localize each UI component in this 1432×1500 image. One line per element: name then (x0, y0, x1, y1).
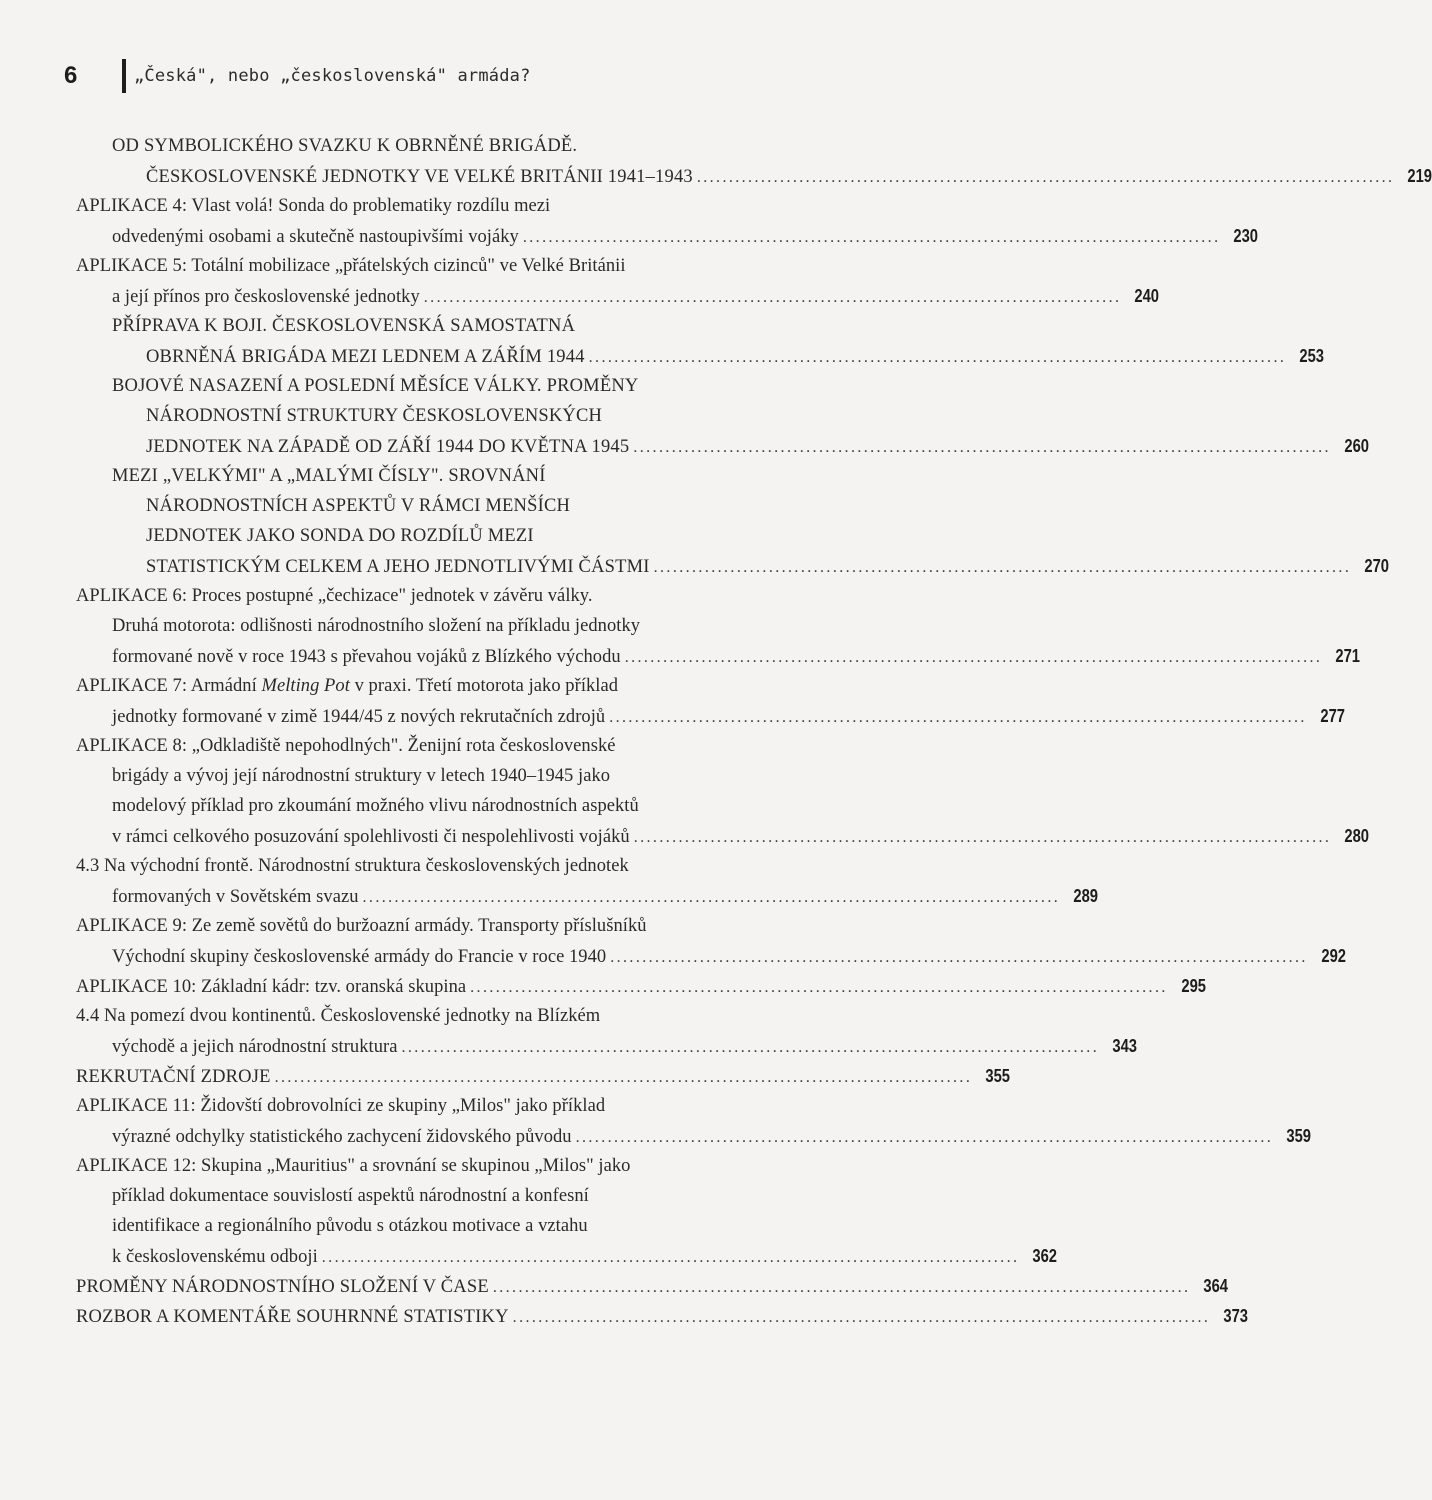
toc-entry-text: APLIKACE 4: Vlast volá! Sonda do problematiky rozdílu mezi (76, 196, 551, 216)
toc-page-number[interactable]: 280 (1344, 826, 1370, 846)
toc-entry (112, 881, 1099, 911)
toc-page-number[interactable]: 277 (1320, 706, 1345, 726)
toc-page-number[interactable]: 219 (1407, 166, 1432, 186)
toc-entry-text: APLIKACE 12: Skupina „Mauritius" a srovnání se skupinou „Milos" jako (76, 1156, 631, 1176)
toc-entry-text: Východní skupiny československé armády do Francie v roce 1940 (112, 947, 607, 967)
toc-entry (76, 191, 550, 221)
toc-entry (76, 1151, 630, 1181)
toc-entry (112, 221, 1259, 251)
toc-entry (76, 581, 593, 611)
toc-leader-dots: ............................................................................................................. (470, 979, 1168, 996)
toc-entry-text: JEDNOTEK NA ZÁPADĚ OD ZÁŘÍ 1944 DO KVĚTNA 1945 (146, 437, 630, 457)
toc-leader-dots: ............................................................................................................. (696, 169, 1395, 186)
toc-entry-text: jednotky formované v zimě 1944/45 z nových rekrutačních zdrojů (112, 707, 606, 727)
toc-entry (146, 401, 602, 431)
toc-entry (112, 461, 546, 491)
toc-entry (146, 491, 570, 521)
toc-leader-dots: ............................................................................................................. (362, 889, 1061, 906)
toc-entry-text: MEZI „VELKÝMI" A „MALÝMI ČÍSLY". SROVNÁNÍ (112, 466, 546, 486)
toc-entry-italic-text: Melting Pot (261, 676, 350, 696)
toc-entry (76, 1061, 1011, 1091)
toc-leader-dots: ............................................................................................................. (633, 829, 1332, 846)
toc-entry-text: PŘÍPRAVA K BOJI. ČESKOSLOVENSKÁ SAMOSTATNÁ (112, 316, 576, 336)
toc-entry-text: APLIKACE 11: Židovští dobrovolníci ze skupiny „Milos" jako příklad (76, 1096, 606, 1116)
toc-leader-dots: ............................................................................................................. (653, 559, 1352, 576)
header-divider-bar (122, 59, 126, 93)
toc-entry-text: k československému odboji (112, 1247, 318, 1267)
toc-entry (112, 1211, 588, 1241)
toc-entry (76, 851, 629, 881)
toc-entry-text: STATISTICKÝM CELKEM A JEHO JEDNOTLIVÝMI ČÁSTMI (146, 557, 650, 577)
toc-leader-dots: ............................................................................................................. (575, 1129, 1274, 1146)
toc-entry-text-continued: v praxi. Třetí motorota jako příklad (349, 676, 619, 696)
toc-page-number[interactable]: 343 (1112, 1036, 1138, 1056)
toc-entry-text: APLIKACE 7: Armádní (76, 676, 262, 696)
toc-entry-text: ROZBOR A KOMENTÁŘE SOUHRNNÉ STATISTIKY (76, 1307, 509, 1327)
toc-page-number[interactable]: 240 (1134, 286, 1160, 306)
toc-page-number[interactable]: 359 (1286, 1126, 1312, 1146)
toc-entry-text: NÁRODNOSTNÍCH ASPEKTŮ V RÁMCI MENŠÍCH (146, 496, 571, 516)
toc-entry (112, 1121, 1312, 1151)
toc-entry (146, 431, 1369, 461)
toc-entry-text: ČESKOSLOVENSKÉ JEDNOTKY VE VELKÉ BRITÁNII 1941–1943 (146, 167, 693, 187)
toc-entry-text: 4.3 Na východní frontě. Národnostní struktura československých jednotek (76, 856, 629, 876)
toc-entry-text: BOJOVÉ NASAZENÍ A POSLEDNÍ MĚSÍCE VÁLKY. PROMĚNY (112, 376, 639, 396)
toc-entry (112, 1241, 1058, 1271)
toc-entry (76, 731, 616, 761)
toc-entry (112, 761, 610, 791)
toc-entry (112, 281, 1160, 311)
toc-entry-text: NÁRODNOSTNÍ STRUKTURY ČESKOSLOVENSKÝCH (146, 406, 603, 426)
toc-entry-text: a její přínos pro československé jednotky (112, 287, 420, 307)
toc-entry (76, 971, 1206, 1001)
toc-page-number[interactable]: 253 (1299, 346, 1325, 366)
toc-entry-text: identifikace a regionálního původu s otázkou motivace a vztahu (112, 1216, 588, 1236)
toc-entry-text: výrazné odchylky statistického zachycení židovského původu (112, 1127, 572, 1147)
toc-leader-dots: ............................................................................................................. (512, 1309, 1211, 1326)
toc-entry-text: 4.4 Na pomezí dvou kontinentů. Československé jednotky na Blízkém (76, 1006, 601, 1026)
toc-page-number[interactable]: 270 (1364, 556, 1390, 576)
toc-entry-text: odvedenými osobami a skutečně nastoupivšími vojáky (112, 227, 519, 247)
toc-leader-dots: ............................................................................................................. (401, 1039, 1100, 1056)
toc-page-number[interactable]: 373 (1223, 1306, 1249, 1326)
toc-entry-text: APLIKACE 5: Totální mobilizace „přátelských cizinců" ve Velké Británii (76, 256, 626, 276)
toc-entry (112, 611, 640, 641)
toc-entry-text: formovaných v Sovětském svazu (112, 887, 359, 907)
toc-page-number[interactable]: 289 (1073, 886, 1099, 906)
toc-entry-text: příklad dokumentace souvislostí aspektů národnostní a konfesní (112, 1186, 589, 1206)
toc-leader-dots: ............................................................................................................. (492, 1279, 1191, 1296)
toc-entry (76, 671, 618, 701)
page-header (64, 58, 531, 94)
toc-entry-text: APLIKACE 9: Ze země sovětů do buržoazní armády. Transporty příslušníků (76, 916, 647, 936)
toc-entry-text: v rámci celkového posuzování spolehlivosti či nespolehlivosti vojáků (112, 827, 630, 847)
toc-entry (112, 791, 639, 821)
toc-page-number[interactable]: 271 (1335, 646, 1361, 666)
toc-leader-dots: ............................................................................................................. (423, 289, 1122, 306)
toc-page-number[interactable]: 260 (1344, 436, 1369, 456)
toc-entry-text: APLIKACE 8: „Odkladiště nepohodlných". Ženijní rota československé (76, 736, 616, 756)
toc-entry-text: OD SYMBOLICKÉHO SVAZKU K OBRNĚNÉ BRIGÁDĚ. (112, 136, 578, 156)
toc-entry (112, 1031, 1138, 1061)
toc-leader-dots: ............................................................................................................. (610, 949, 1308, 966)
toc-entry (112, 821, 1370, 851)
toc-entry (112, 641, 1361, 671)
toc-entry-text: PROMĚNY NÁRODNOSTNÍHO SLOŽENÍ V ČASE (76, 1277, 489, 1297)
toc-entry-text: formované nově v roce 1943 s převahou vojáků z Blízkého východu (112, 647, 621, 667)
toc-entry (112, 701, 1345, 731)
toc-entry-text: východě a jejich národnostní struktura (112, 1037, 398, 1057)
toc-page-number[interactable]: 362 (1032, 1246, 1058, 1266)
toc-entry-text: modelový příklad pro zkoumání možného vlivu národnostních aspektů (112, 796, 639, 816)
toc-entry-text: JEDNOTEK JAKO SONDA DO ROZDÍLŮ MEZI (146, 526, 534, 546)
toc-entry (76, 251, 626, 281)
toc-entry (146, 341, 1325, 371)
toc-entry-text: OBRNĚNÁ BRIGÁDA MEZI LEDNEM A ZÁŘÍM 1944 (146, 347, 585, 367)
toc-leader-dots: ............................................................................................................. (633, 439, 1331, 456)
toc-entry (76, 911, 647, 941)
toc-page-number[interactable]: 295 (1181, 976, 1206, 996)
toc-entry (76, 1091, 605, 1121)
toc-entry (76, 1301, 1249, 1331)
running-title: „Česká", nebo „československá" armáda? (134, 66, 531, 86)
toc-entry-text: Druhá motorota: odlišnosti národnostního složení na příkladu jednotky (112, 616, 641, 636)
toc-entry (76, 1271, 1229, 1301)
toc-entry (112, 371, 638, 401)
toc-leader-dots: ............................................................................................................. (609, 709, 1307, 726)
toc-entry-text: brigády a vývoj její národnostní struktury v letech 1940–1945 jako (112, 766, 611, 786)
toc-leader-dots: ............................................................................................................. (321, 1249, 1020, 1266)
toc-leader-dots: ............................................................................................................. (522, 229, 1221, 246)
toc-entry (146, 521, 534, 551)
toc-page-number[interactable]: 364 (1203, 1276, 1229, 1296)
toc-entry (112, 311, 575, 341)
toc-entry (112, 1181, 589, 1211)
toc-entry (146, 161, 1432, 191)
toc-page-number[interactable]: 355 (985, 1066, 1011, 1086)
page-number: 6 (64, 62, 78, 89)
toc-entry (76, 1001, 600, 1031)
toc-page-number[interactable]: 230 (1233, 226, 1259, 246)
toc-entry-text: REKRUTAČNÍ ZDROJE (76, 1067, 271, 1087)
toc-entry-text: APLIKACE 6: Proces postupné „čechizace" jednotek v závěru války. (76, 586, 593, 606)
toc-entry (146, 551, 1390, 581)
toc-entry-text-group (76, 671, 618, 701)
toc-entry (112, 941, 1346, 971)
toc-page-number[interactable]: 292 (1321, 946, 1346, 966)
toc-entry-text: APLIKACE 10: Základní kádr: tzv. oranská skupina (76, 977, 467, 997)
toc-leader-dots: ............................................................................................................. (274, 1069, 973, 1086)
toc-leader-dots: ............................................................................................................. (588, 349, 1287, 366)
toc-leader-dots: ............................................................................................................. (624, 649, 1323, 666)
toc-entry (112, 131, 577, 161)
